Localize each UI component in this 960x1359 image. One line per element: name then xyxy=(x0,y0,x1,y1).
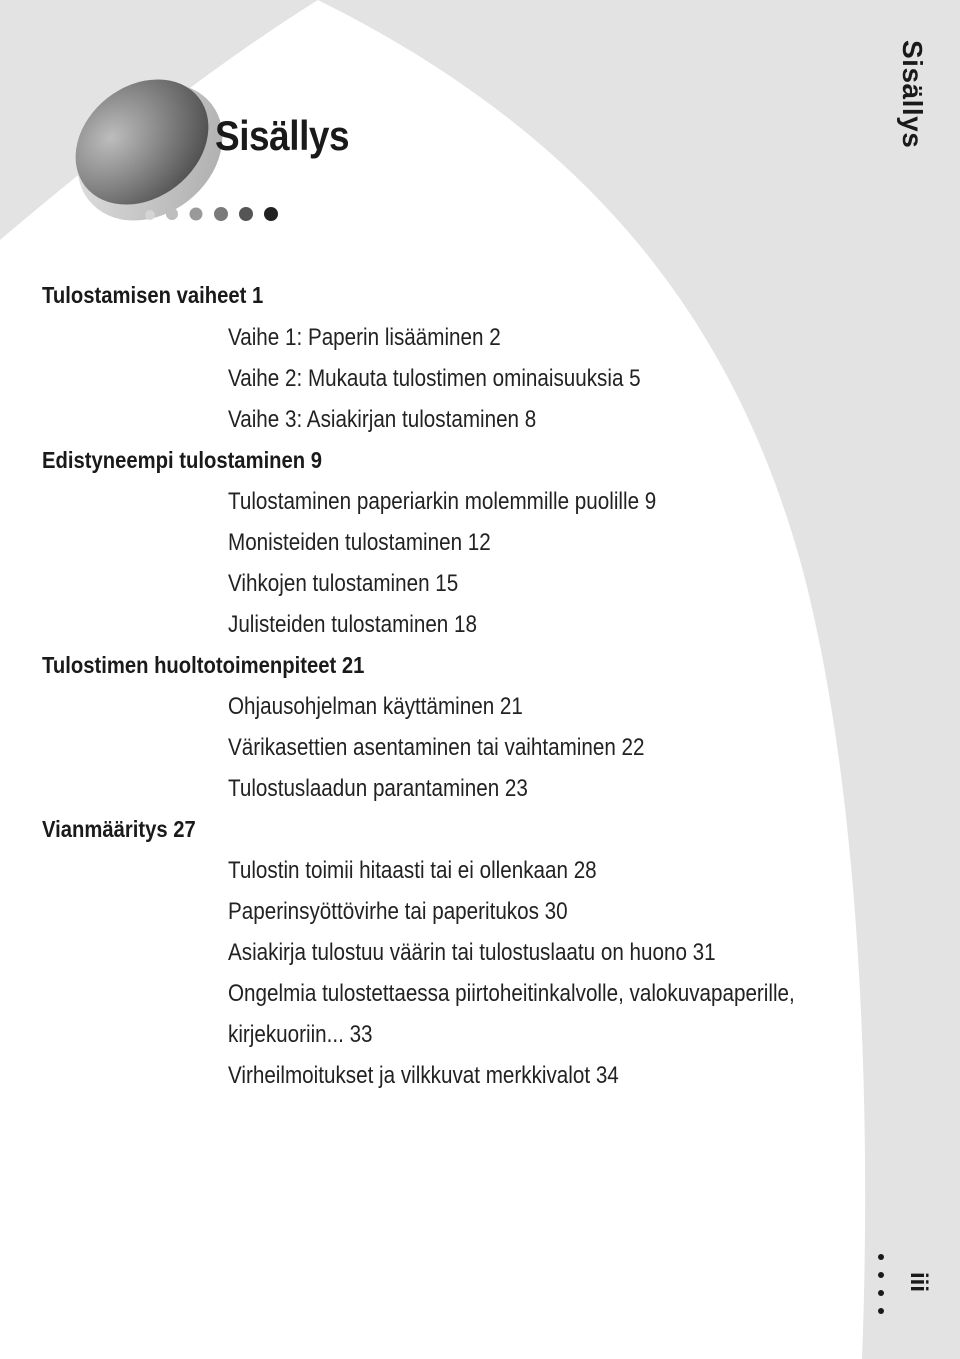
toc-entry[interactable]: Vaihe 2: Mukauta tulostimen ominaisuuksia 5 xyxy=(228,365,641,392)
toc-entry[interactable]: Julisteiden tulostaminen 18 xyxy=(228,611,477,638)
toc-entry[interactable]: Virheilmoitukset ja vilkkuvat merkkivalot 34 xyxy=(228,1062,619,1089)
toc-entry[interactable]: Monisteiden tulostaminen 12 xyxy=(228,529,491,556)
toc-entry[interactable]: Vaihe 1: Paperin lisääminen 2 xyxy=(228,324,501,351)
page-title: Sisällys xyxy=(215,112,350,159)
toc-section-heading[interactable]: Vianmääritys 27 xyxy=(42,816,196,842)
toc-entry[interactable]: Värikasettien asentaminen tai vaihtaminen 22 xyxy=(228,734,645,761)
toc-entry[interactable]: Tulostin toimii hitaasti tai ei ollenkaan 28 xyxy=(228,857,597,884)
toc-entry[interactable]: Paperinsyöttövirhe tai paperitukos 30 xyxy=(228,898,568,925)
toc-section-heading[interactable]: Tulostimen huoltotoimenpiteet 21 xyxy=(42,652,365,678)
toc-section-heading[interactable]: Tulostamisen vaiheet 1 xyxy=(42,282,264,308)
side-tab-label: Sisällys xyxy=(897,40,928,149)
swoosh-shape-right xyxy=(318,0,960,1359)
toc-entry[interactable]: Ongelmia tulostettaessa piirtoheitinkalvolle, valokuvapaperille, xyxy=(228,980,795,1007)
toc-entry[interactable]: Vaihe 3: Asiakirjan tulostaminen 8 xyxy=(228,406,537,433)
toc-entry[interactable]: Asiakirja tulostuu väärin tai tulostuslaatu on huono 31 xyxy=(228,939,716,966)
toc-entry[interactable]: Ohjausohjelman käyttäminen 21 xyxy=(228,693,523,720)
toc-section-heading[interactable]: Edistyneempi tulostaminen 9 xyxy=(42,447,323,473)
page-marker-dots-icon xyxy=(878,1254,884,1326)
toc-entry[interactable]: Tulostaminen paperiarkin molemmille puolille 9 xyxy=(228,488,657,515)
toc-entry[interactable]: Tulostuslaadun parantaminen 23 xyxy=(228,775,528,802)
toc-entry[interactable]: kirjekuoriin... 33 xyxy=(228,1021,373,1048)
toc-entry[interactable]: Vihkojen tulostaminen 15 xyxy=(228,570,459,597)
page-number: iii xyxy=(905,1272,932,1293)
